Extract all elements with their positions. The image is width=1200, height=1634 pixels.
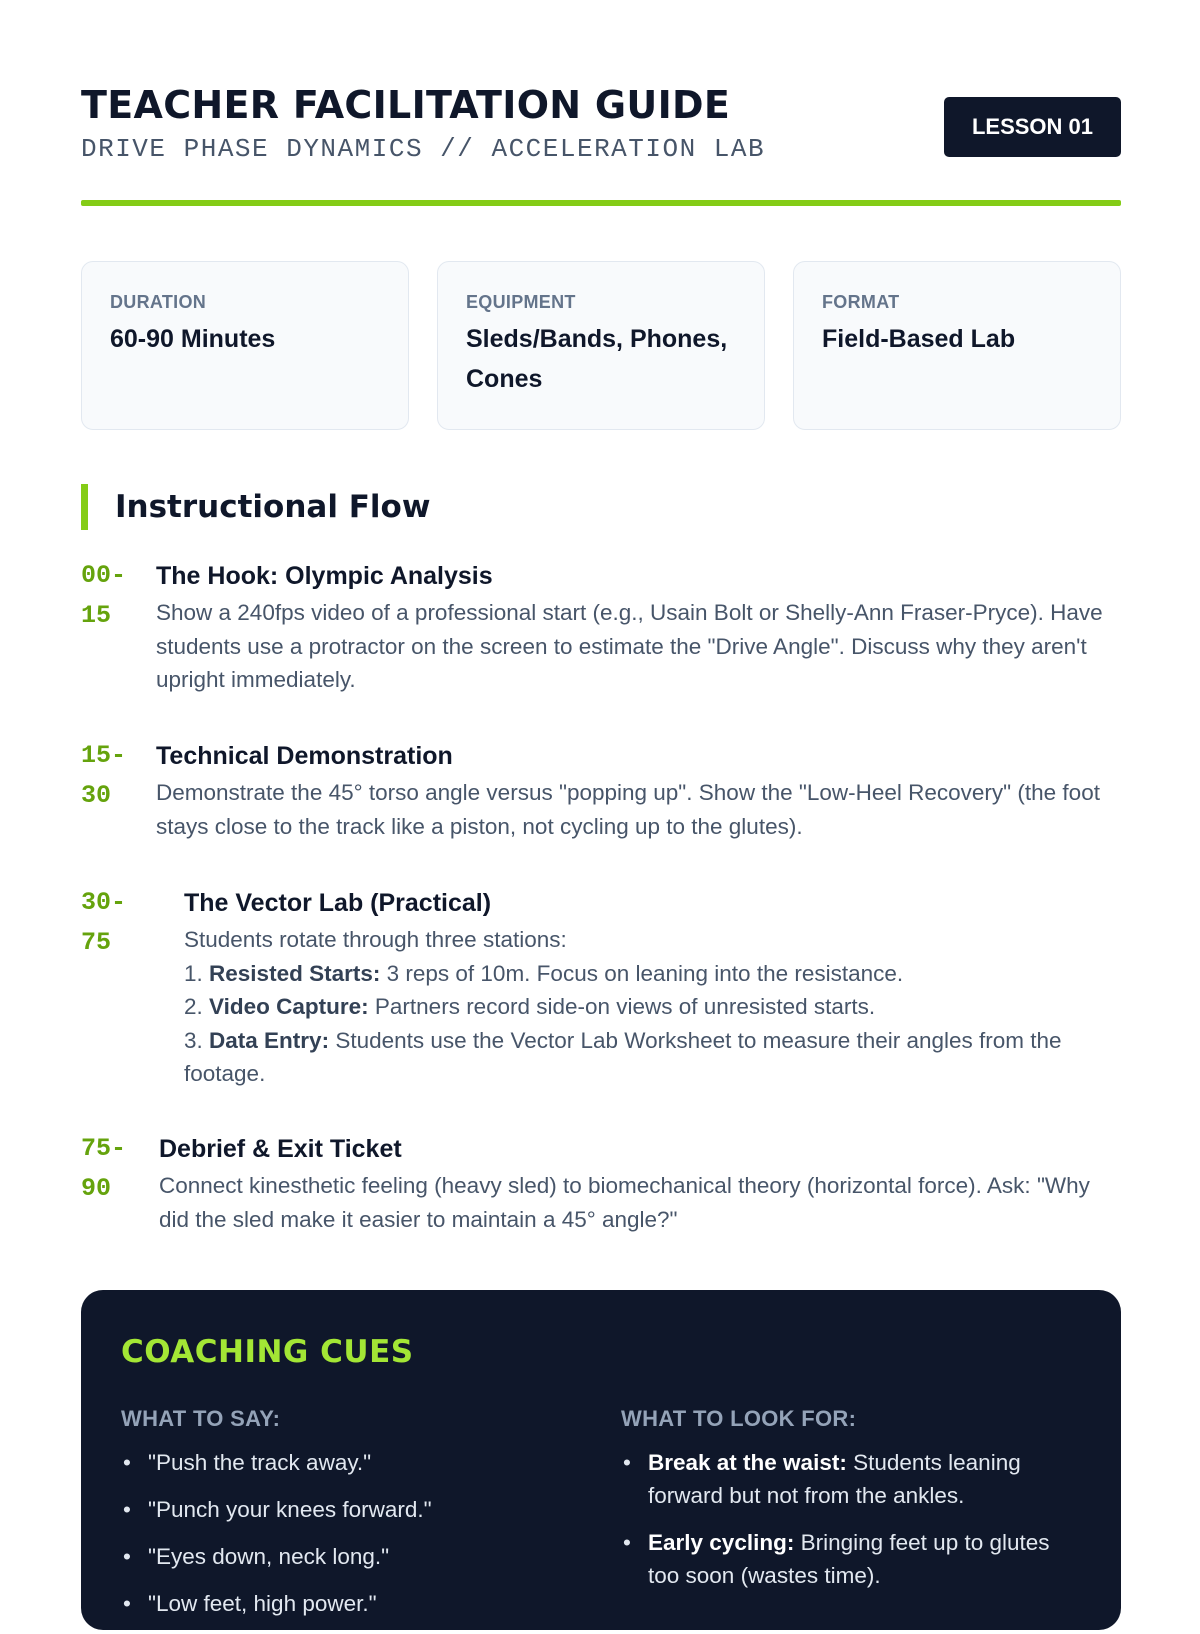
flow-body [156, 736, 1121, 843]
flow-body [156, 556, 1121, 697]
guide-header [81, 82, 1121, 172]
flow-text: Show a 240fps video of a professional start (e.g., Usain Bolt or Shelly-Ann Fraser-Pryce). Have students use a protractor on the screen to estimate the "Drive Angle". Discuss why they aren't upright immediately. [156, 600, 1103, 692]
what-to-say-column [121, 1404, 591, 1634]
info-card-equipment [437, 261, 765, 430]
info-card-duration [81, 261, 409, 430]
flow-text: Connect kinesthetic feeling (heavy sled) to biomechanical theory (horizontal force). Ask: "Why did the sled make it easier to maintain a 45° angle?" [159, 1173, 1090, 1232]
info-card-value: Field-Based Lab [822, 325, 1016, 353]
cue-text: Bringing feet up to glutes too soon (wastes time). [648, 1530, 1050, 1588]
station-item [184, 990, 1121, 1024]
time-end: 15 [81, 601, 112, 630]
station-number: 3. [184, 1027, 203, 1053]
station-text: 3 reps of 10m. Focus on leaning into the resistance. [386, 960, 904, 986]
guide-title: TEACHER FACILITATION GUIDE [81, 83, 731, 127]
time-end: 75 [81, 928, 112, 957]
list-item: • "Eyes down, neck long." [121, 1540, 591, 1573]
time-start: 00- [81, 561, 127, 590]
flow-text: Demonstrate the 45° torso angle versus "popping up". Show the "Low-Heel Recovery" (the foot stays close to the track like a piston, not cycling up to the glutes). [156, 780, 1100, 839]
station-number: 1. [184, 960, 203, 986]
info-card-label: DURATION [110, 292, 207, 312]
station-label: Video Capture: [209, 994, 369, 1019]
station-text: Students use the Vector Lab Worksheet to measure their angles from the footage. [184, 1027, 1062, 1086]
flow-title: Debrief & Exit Ticket [159, 1135, 402, 1163]
flow-title: The Vector Lab (Practical) [184, 889, 492, 917]
what-to-look-for-list [621, 1446, 1081, 1592]
flow-title: The Hook: Olympic Analysis [156, 562, 493, 590]
info-card-value: 60-90 Minutes [110, 325, 276, 353]
what-to-say-heading: WHAT TO SAY: [121, 1406, 281, 1431]
list-item: • "Punch your knees forward." [121, 1493, 591, 1526]
station-label: Data Entry: [209, 1027, 330, 1053]
time-end: 90 [81, 1174, 112, 1203]
station-item [184, 1024, 1121, 1091]
what-to-say-list [121, 1446, 591, 1620]
flow-body [184, 883, 1121, 1091]
what-to-look-for-heading: WHAT TO LOOK FOR: [621, 1406, 857, 1431]
time-end: 30 [81, 781, 112, 810]
info-card-value: Sleds/Bands, Phones, Cones [466, 325, 728, 393]
coaching-cues-panel [81, 1290, 1121, 1630]
flow-time [81, 556, 141, 636]
section-title: Instructional Flow [115, 489, 431, 525]
list-item: • "Low feet, high power." [121, 1587, 591, 1620]
flow-time [81, 736, 141, 816]
cue-label: Early cycling: [648, 1530, 795, 1555]
cue-label: Break at the waist: [648, 1450, 847, 1475]
station-intro: Students rotate through three stations: [184, 927, 567, 952]
time-start: 30- [81, 888, 127, 917]
info-card-label: EQUIPMENT [466, 292, 576, 312]
info-card-format [793, 261, 1121, 430]
info-card-label: FORMAT [822, 292, 900, 312]
station-number: 2. [184, 994, 203, 1019]
time-start: 75- [81, 1134, 127, 1163]
flow-time [81, 883, 141, 963]
coaching-cues-title: COACHING CUES [121, 1334, 414, 1370]
what-to-look-for-column [621, 1404, 1081, 1606]
flow-title: Technical Demonstration [156, 742, 453, 770]
list-item [621, 1526, 1081, 1592]
flow-text [184, 923, 1121, 1091]
lesson-badge: LESSON 01 [944, 97, 1121, 157]
header-divider [81, 200, 1121, 206]
station-text: Partners record side-on views of unresisted starts. [374, 994, 876, 1019]
flow-time [81, 1129, 141, 1209]
list-item [621, 1446, 1081, 1512]
guide-subtitle: DRIVE PHASE DYNAMICS // ACCELERATION LAB [81, 134, 766, 164]
instructional-flow-heading [81, 484, 431, 530]
station-item [184, 957, 1121, 991]
list-item: • "Push the track away." [121, 1446, 591, 1479]
flow-body [159, 1129, 1121, 1236]
station-label: Resisted Starts: [209, 960, 381, 986]
cue-text: Students leaning forward but not from the ankles. [648, 1450, 1021, 1508]
info-cards [81, 261, 1121, 430]
time-start: 15- [81, 741, 127, 770]
